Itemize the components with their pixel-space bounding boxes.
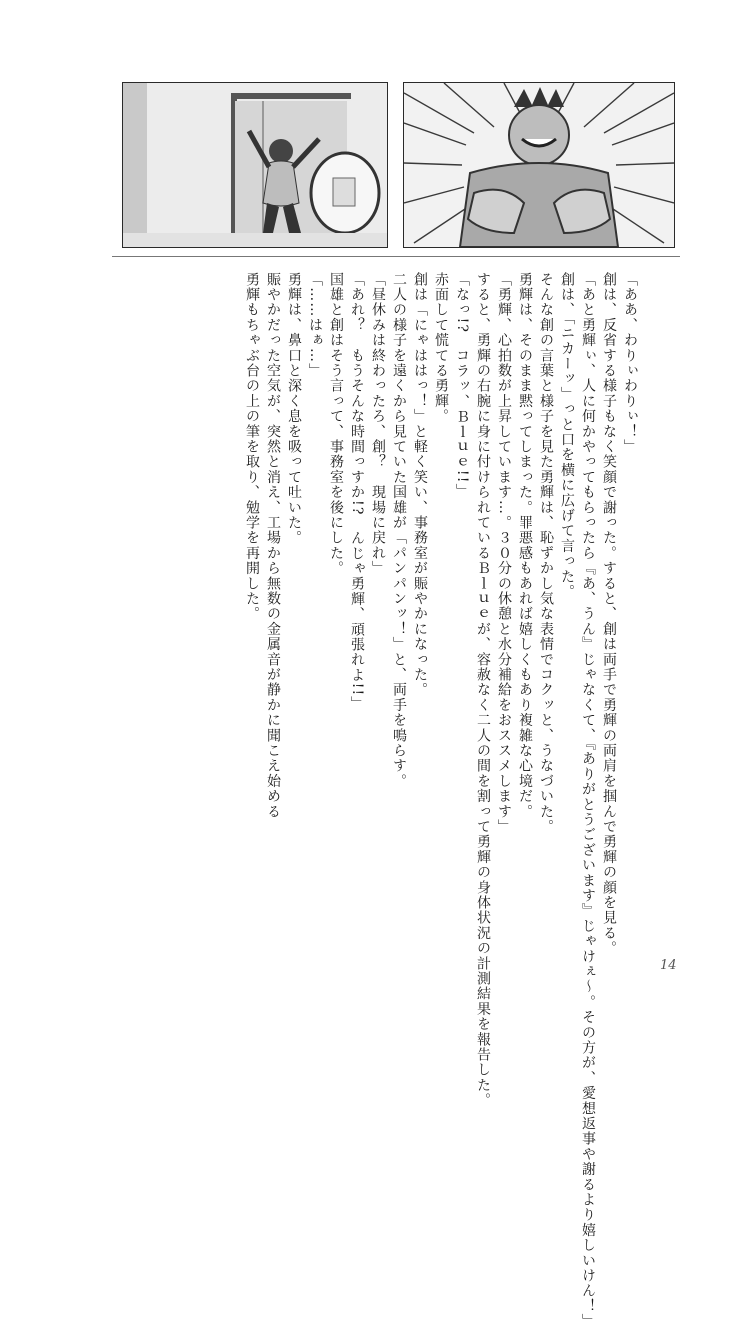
paragraph-15: 国雄と創はそう言って、事務室を後にした。 (328, 272, 344, 576)
paragraph-13: 「昼休みは終わったろ、創？ 現場に戻れ」 (370, 272, 386, 576)
right-panel-drawing (404, 83, 674, 247)
illustration-panel-right (403, 82, 675, 248)
novel-body-text (100, 272, 640, 1329)
paragraph-17: 勇輝は、鼻口と深く息を吸って吐いた。 (286, 272, 302, 546)
horizontal-rule (112, 256, 680, 257)
paragraph-14: 「あれ？ もうそんな時間っすか!? んじゃ勇輝、頑張れよ!!」 (349, 272, 365, 712)
paragraph-8: すると、勇輝の右腕に身に付けられているＢｌｕｅが、容赦なく二人の間を割って勇輝の身体状況の計測結果を報告した。 (475, 272, 491, 1108)
page-number: 14 (660, 958, 677, 973)
paragraph-11: 創は「にゃははっ！」と軽く笑い、事務室が賑やかになった。 (412, 272, 428, 698)
paragraph-5: そんな創の言葉と様子を見た勇輝は、恥ずかし気な表情でコクッと、うなづいた。 (538, 272, 554, 835)
paragraph-3: 「あと勇輝ぃ、人に何かやってもらったら『あ、うん』じゃなくて、『ありがとうございます』じゃけぇ～。その方が、愛想返事や謝るより嬉しいけん！」 (580, 272, 596, 1329)
paragraph-2: 創は、反省する様子もなく笑顔で謝った。すると、創は両手で勇輝の両肩を掴んで勇輝の顔を見る。 (601, 272, 617, 956)
paragraph-12: 二人の様子を遠くから見ていた国雄が「パンパンッ！」と、両手を鳴らす。 (391, 272, 407, 789)
paragraph-1: 「ああ、わりぃわりぃ！」 (622, 272, 638, 455)
paragraph-6: 勇輝は、そのまま黙ってしまった。罪悪感もあれば嬉しくもあり複雑な心境だ。 (517, 272, 533, 820)
paragraph-10: 赤面して慌てる勇輝。 (433, 272, 449, 424)
paragraph-18: 賑やかだった空気が、突然と消え、工場から無数の金属音が静かに聞こえ始める (265, 272, 281, 820)
paragraph-19: 勇輝もちゃぶ台の上の筆を取り、勉学を再開した。 (244, 272, 260, 622)
paragraph-9: 「なっ!? コラッ、Ｂｌｕｅ!!」 (454, 272, 470, 499)
illustration-panel-left (122, 82, 388, 248)
paragraph-7: 「勇輝、心拍数が上昇しています…。３０分の休憩と水分補給をおススメします」 (496, 272, 512, 835)
paragraph-16: 「……はぁ…」 (307, 272, 323, 379)
paragraph-4: 創は、「ニカーッ」っと口を横に広げて言った。 (559, 272, 575, 600)
left-panel-drawing (123, 83, 387, 247)
